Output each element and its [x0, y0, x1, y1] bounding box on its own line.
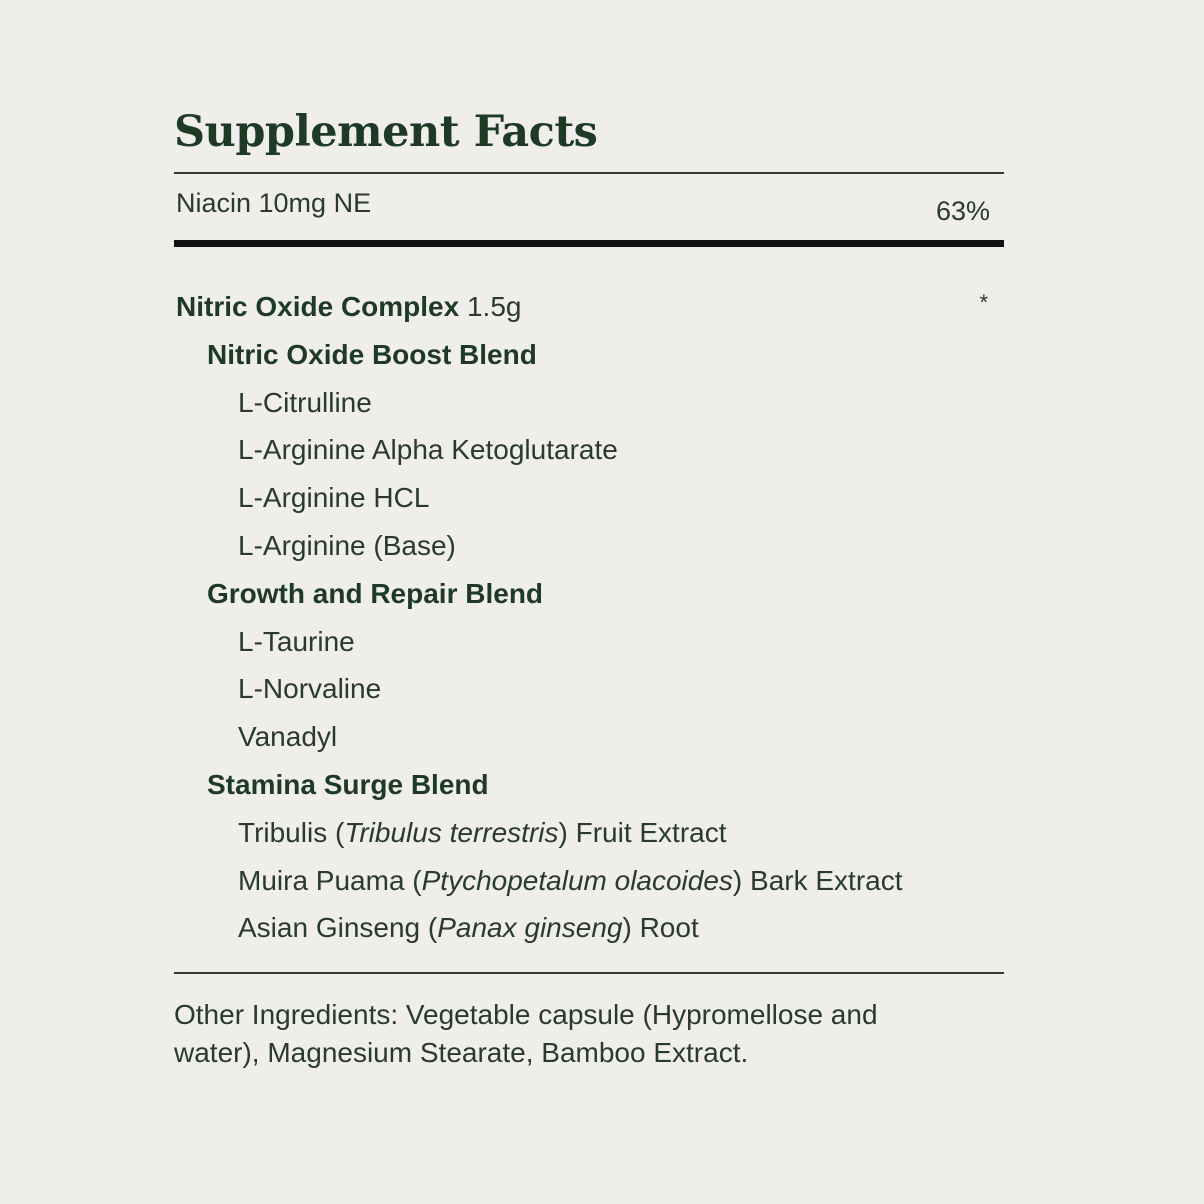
ingredient-list	[174, 283, 1004, 952]
complex-amount: 1.5g	[466, 291, 522, 322]
ingredient-item: Muira Puama (Ptychopetalum olacoides) Bark Extract	[238, 864, 903, 896]
ingredient-item: L-Norvaline	[238, 673, 382, 705]
complex-row	[174, 283, 1004, 331]
blend-heading: Stamina Surge Blend	[207, 768, 489, 800]
ingredient-item: L-Citrulline	[238, 386, 372, 418]
ingredient-item: L-Arginine Alpha Ketoglutarate	[238, 434, 618, 466]
latin-name: Panax ginseng	[437, 912, 623, 944]
ingredient-item: L-Arginine (Base)	[238, 529, 456, 561]
latin-name: Ptychopetalum olacoides	[421, 864, 733, 896]
other-ingredients: Other Ingredients: Vegetable capsule (Hypromellose and water), Magnesium Stearate, Bamboo Extract.	[174, 999, 878, 1069]
niacin-row	[174, 174, 1004, 240]
ingredient-item: Vanadyl	[238, 721, 338, 753]
niacin-daily-value: 63%	[935, 196, 990, 226]
blend-heading: Growth and Repair Blend	[207, 577, 544, 609]
bottom-divider	[174, 972, 1004, 974]
ingredient-item: Tribulis (Tribulus terrestris) Fruit Extract	[238, 816, 727, 848]
thick-divider	[174, 240, 1004, 247]
complex-daily-value: *	[979, 290, 988, 315]
ingredient-item: L-Arginine HCL	[238, 482, 430, 514]
complex-name: Nitric Oxide Complex	[176, 291, 460, 322]
supplement-facts-panel	[174, 100, 1004, 1072]
niacin-label: Niacin 10mg NE	[176, 188, 372, 218]
ingredient-item: Asian Ginseng (Panax ginseng) Root	[238, 912, 699, 944]
ingredient-item: L-Taurine	[238, 625, 355, 657]
latin-name: Tribulus terrestris	[344, 816, 559, 848]
panel-title: Supplement Facts	[174, 107, 598, 157]
blend-heading: Nitric Oxide Boost Blend	[207, 338, 537, 370]
